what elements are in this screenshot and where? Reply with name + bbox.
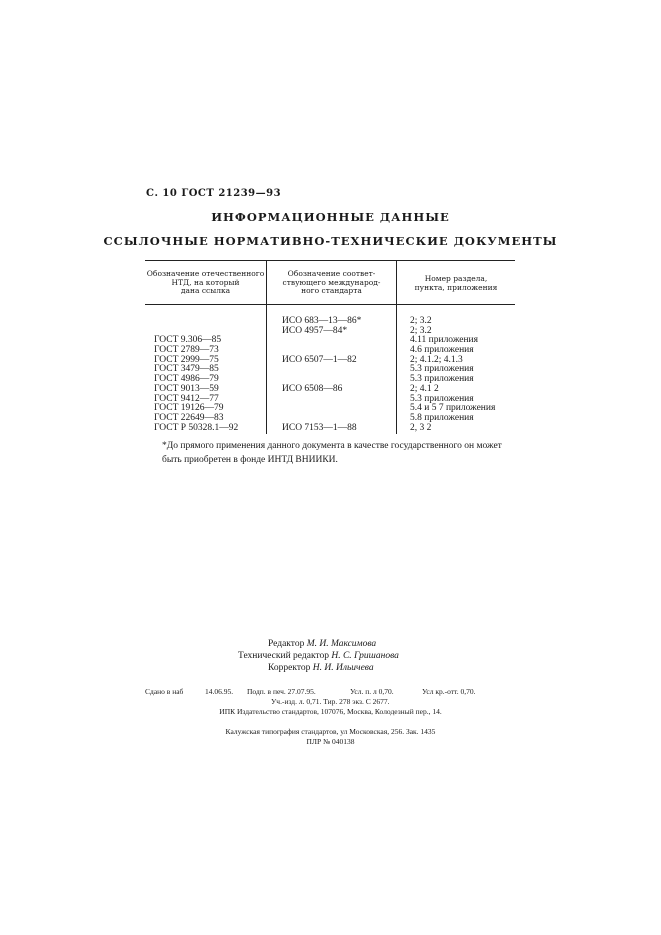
print-prints: Усл кр.-отт. 0,70. <box>422 687 476 696</box>
table-cell <box>282 336 361 346</box>
print-sheets: Усл. п. л 0,70. <box>350 687 394 696</box>
footnote: *До прямого применения данного документа в качестве государственного он может быть приобретен в фонде ИНТД ВНИИКИ. <box>162 441 502 465</box>
sent-label: Сдано в наб <box>145 687 184 696</box>
table-cell: 4.11 приложения <box>410 335 479 346</box>
table-cell: ГОСТ 3479—85 <box>154 364 219 375</box>
header-line: ствующего международ- <box>282 277 381 287</box>
tech-editor-credit <box>238 651 399 661</box>
table-cell: 5.8 приложения <box>410 412 474 423</box>
table-cell: ГОСТ 9412—77 <box>154 393 219 404</box>
header-line: Номер раздела, <box>424 274 488 283</box>
table-cell: 2, 3 2 <box>410 422 432 433</box>
editor-name: М. И. Максимова <box>306 639 377 649</box>
header-line: ного стандарта <box>301 286 362 296</box>
header-line: Обозначение соответ- <box>287 269 376 278</box>
table-cell <box>154 317 238 327</box>
table-cell: 5.4 и 5 7 приложения <box>410 403 496 414</box>
table-cell: ГОСТ 4986—79 <box>154 374 219 385</box>
column-section-numbers <box>410 317 495 433</box>
proofreader-label: Корректор <box>268 663 311 673</box>
publisher-line: ИПК Издательство стандартов, 107076, Москва, Колодезный пер., 14. <box>219 707 442 716</box>
table-cell: ГОСТ 2999—75 <box>154 354 219 365</box>
tech-editor-name: Н. С. Гришанова <box>331 651 399 661</box>
table-cell: ИСО 6508—86 <box>282 383 343 394</box>
publisher-line: ПЛР № 040138 <box>306 737 355 746</box>
publication-line: Уч.-изд. л. 0,71. Тир. 278 экз. С 2677. <box>271 697 390 706</box>
page-header: С. 10 ГОСТ 21239—93 <box>146 188 282 199</box>
publisher-info <box>0 707 661 747</box>
header-line: НТД, на который <box>171 277 240 287</box>
table-cell <box>282 365 361 375</box>
table-header-rule <box>145 304 515 305</box>
proofreader-credit <box>268 663 374 673</box>
table-cell: ИСО 4957—84* <box>282 325 348 336</box>
table-cell: ГОСТ 9013—59 <box>154 383 219 394</box>
table-cell: ИСО 7153—1—88 <box>282 422 357 433</box>
table-cell <box>282 404 361 414</box>
table-cell: ГОСТ 2789—73 <box>154 345 219 356</box>
table-cell: 2; 4.1 2 <box>410 383 439 394</box>
column-national-standards <box>154 317 238 433</box>
header-line: дана ссылка <box>180 286 231 296</box>
sent-date: 14.06.95. <box>205 687 234 696</box>
table-cell: 2; 3.2 <box>410 316 432 326</box>
editor-credit <box>268 639 376 649</box>
table-cell: 5.3 приложения <box>410 374 474 385</box>
table-cell: 2; 3.2 <box>410 325 432 336</box>
table-cell: 2; 4.1.2; 4.1.3 <box>410 354 463 365</box>
table-cell: 5.3 приложения <box>410 393 474 404</box>
table-cell: 4.6 приложения <box>410 345 474 356</box>
table-cell: ГОСТ Р 50328.1—92 <box>154 422 239 433</box>
editor-label: Редактор <box>268 639 305 649</box>
table-header-international <box>267 270 396 296</box>
tech-editor-label: Технический редактор <box>238 651 329 661</box>
table-cell <box>282 395 361 405</box>
table-top-rule <box>145 260 515 261</box>
table-cell: ГОСТ 22649—83 <box>154 412 224 423</box>
table-cell: ИСО 6507—1—82 <box>282 354 357 365</box>
header-line: пункта, приложения <box>414 282 498 292</box>
table-header-section <box>397 275 515 292</box>
column-international-standards <box>282 317 361 433</box>
table-cell: ГОСТ 19126—79 <box>154 403 224 414</box>
table-cell: ИСО 683—13—86* <box>282 316 362 326</box>
publisher-line: Калужская типография стандартов, ул Московская, 256. Зак. 1435 <box>225 727 436 736</box>
header-line: Обозначение отечественного <box>146 269 265 278</box>
signed-date: Подп. в печ. 27.07.95. <box>247 687 316 696</box>
table-header-national <box>145 270 266 296</box>
proofreader-name: Н. И. Ильичева <box>312 663 374 673</box>
table-cell: ГОСТ 9.306—85 <box>154 335 222 346</box>
table-cell: 5.3 приложения <box>410 364 474 375</box>
document-title: ИНФОРМАЦИОННЫЕ ДАННЫЕ <box>211 210 450 224</box>
document-subtitle: ССЫЛОЧНЫЕ НОРМАТИВНО-ТЕХНИЧЕСКИЕ ДОКУМЕНТЫ <box>103 234 558 248</box>
references-table <box>145 260 515 438</box>
